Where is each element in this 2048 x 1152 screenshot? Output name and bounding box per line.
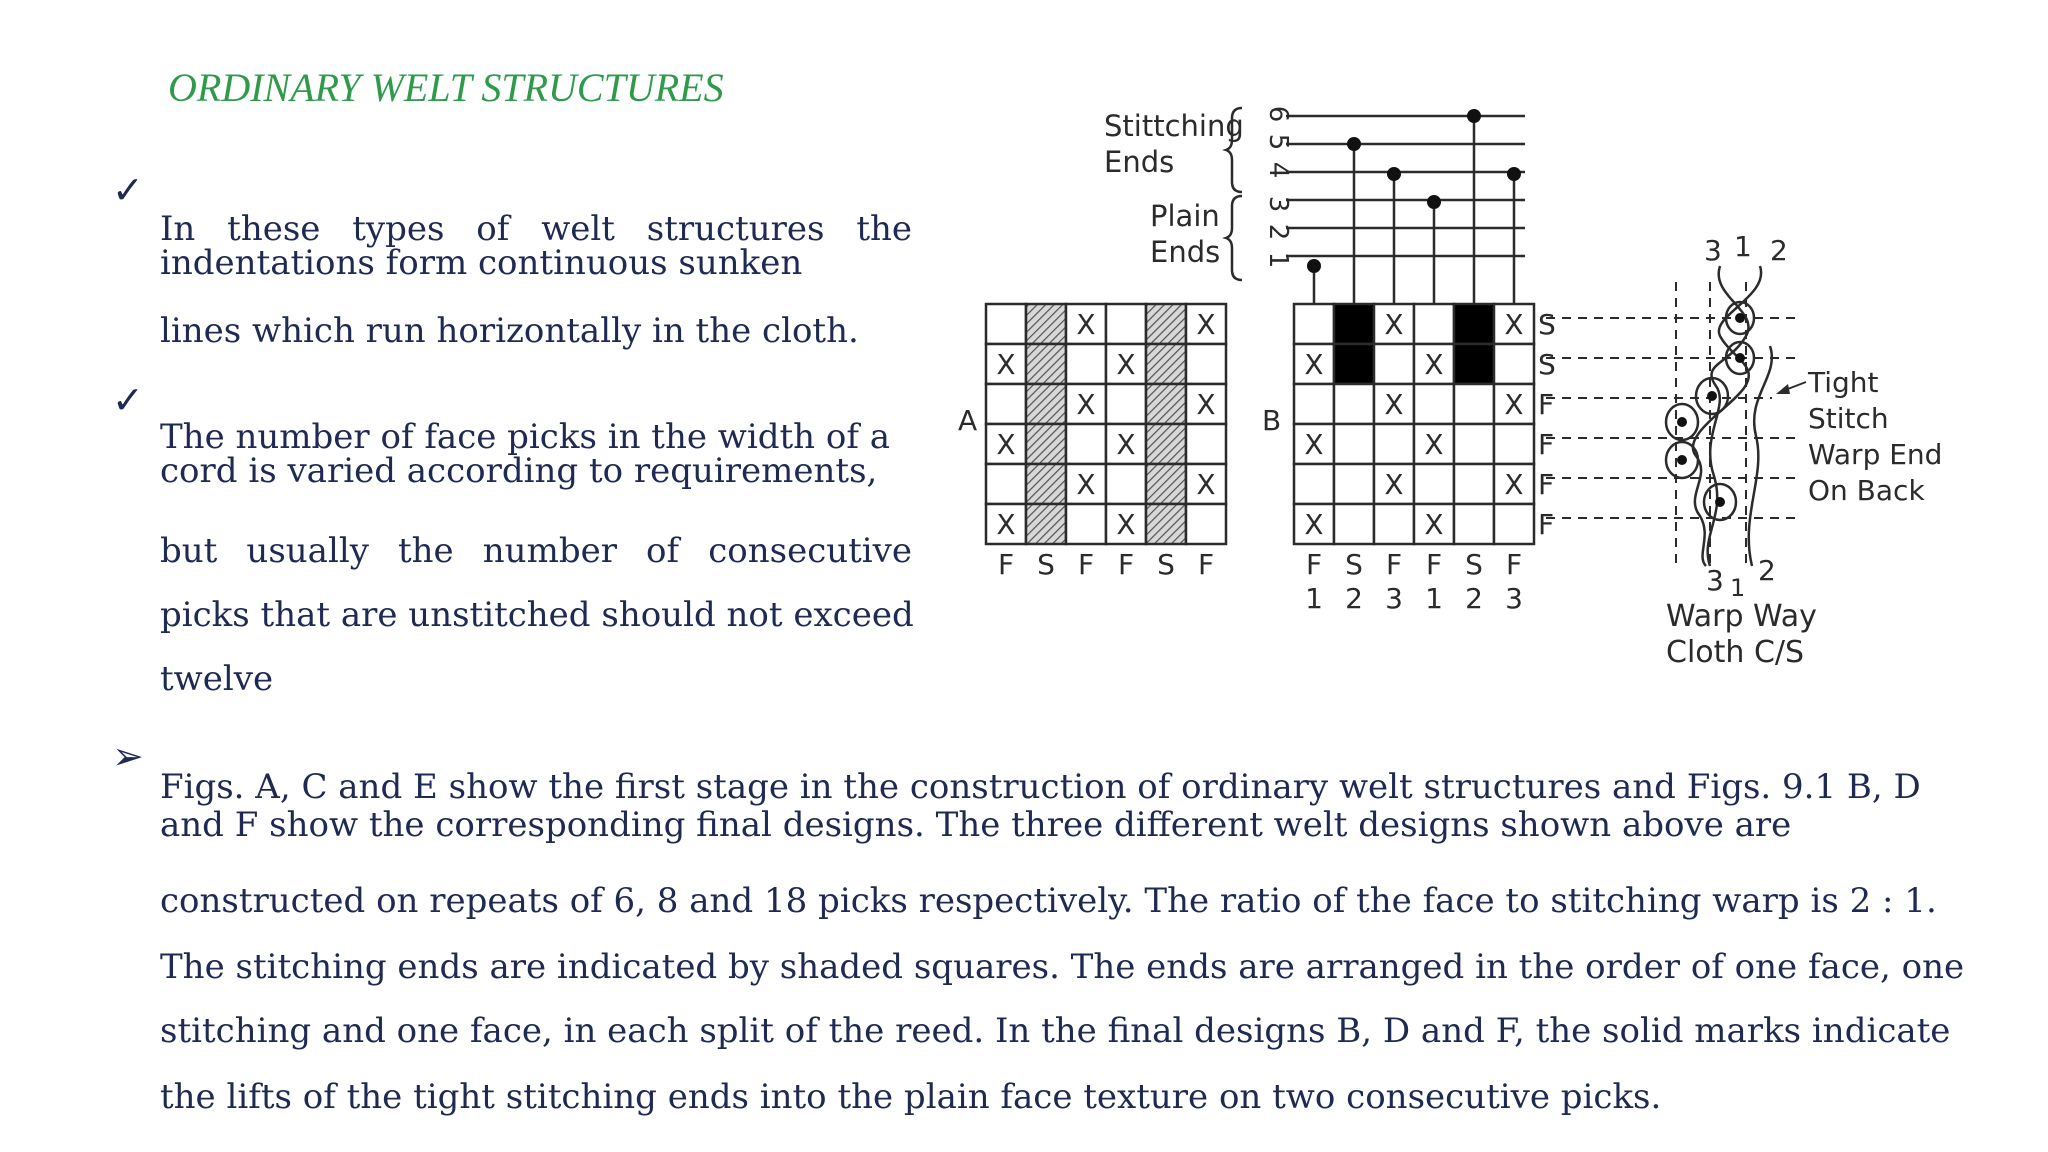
cs-top-number-2: 2 <box>1770 234 1788 267</box>
grid-b-row-label: F <box>1538 428 1555 461</box>
svg-text:5: 5 <box>1263 133 1293 151</box>
grid-b-cell <box>1454 504 1494 544</box>
page-title: ORDINARY WELT STRUCTURES <box>168 65 724 110</box>
grid-a-cell <box>986 464 1026 504</box>
shaft-number-3 <box>1263 196 1293 213</box>
grid-b-col-number: 1 <box>1305 582 1323 615</box>
cs-caption-line-2: Cloth C/S <box>1666 635 1805 670</box>
grid-b-cell <box>1334 424 1374 464</box>
grid-b-cell <box>1414 304 1454 344</box>
grid-b-x-mark: X <box>1304 348 1324 381</box>
shaft-number-2 <box>1263 224 1293 241</box>
grid-a-x-mark: X <box>1116 428 1136 461</box>
bullet-1-line-2: indentations form continuous sunken <box>160 243 803 283</box>
grid-b-cell <box>1414 464 1454 504</box>
grid-b-row-label: F <box>1538 508 1555 541</box>
cs-bottom-number-2: 2 <box>1758 554 1776 587</box>
grid-a-x-mark: X <box>996 508 1016 541</box>
grid-a-col-label: S <box>1037 548 1055 581</box>
paragraph-line-4: The stitching ends are indicated by shaded squares. The ends are arranged in the order of one face, one <box>160 947 1965 987</box>
grid-a-col-label: F <box>1117 548 1135 581</box>
paragraph-line-5: stitching and one face, in each split of the reed. In the final designs B, D and F, the solid marks indicate <box>160 1011 1951 1051</box>
grid-b-col-label: F <box>1305 548 1323 581</box>
plain-brace <box>1226 196 1242 280</box>
grid-b-x-mark: X <box>1424 348 1444 381</box>
cs-caption-line-1: Warp Way <box>1666 599 1817 634</box>
svg-text:6: 6 <box>1263 105 1293 123</box>
stitching-ends-label: Stittching <box>1104 109 1244 143</box>
cs-annotation-line-2: Stitch <box>1808 402 1889 435</box>
grid-a-cell <box>1066 344 1106 384</box>
grid-b-row-label: F <box>1538 468 1555 501</box>
grid-a-cell <box>986 304 1026 344</box>
grid-a-x-mark: X <box>1116 348 1136 381</box>
bullet-2-line-2: cord is varied according to requirements, <box>160 451 878 491</box>
plain-ends-label: Plain <box>1150 199 1220 233</box>
bullet-2-line-4: picks that are unstitched should not exceed <box>160 595 914 635</box>
grid-a-x-mark: X <box>1196 308 1216 341</box>
grid-b-cell <box>1454 464 1494 504</box>
grid-b-x-mark: X <box>1304 428 1324 461</box>
grid-b-row-label: F <box>1538 388 1555 421</box>
cs-bottom-number-3: 3 <box>1706 564 1724 597</box>
draft-dots <box>1307 109 1521 273</box>
grid-b-cell <box>1494 344 1534 384</box>
grid-b-cell <box>1334 304 1374 344</box>
grid-b-col-label: S <box>1465 548 1483 581</box>
grid-b-x-mark: X <box>1504 388 1524 421</box>
grid-b-x-mark: X <box>1504 308 1524 341</box>
grid-b-cell <box>1494 424 1534 464</box>
grid-b-cell <box>1294 464 1334 504</box>
plain-ends-label-2: Ends <box>1150 235 1221 269</box>
grid-a-x-mark: X <box>1076 388 1096 421</box>
shaft-lines <box>1286 116 1525 256</box>
grid-a-cell <box>1026 304 1066 344</box>
shaft-number-1 <box>1263 252 1293 269</box>
grid-b-col-number: 3 <box>1385 582 1403 615</box>
warp-way-cross-section <box>1546 230 1942 670</box>
cs-top-number-1: 1 <box>1734 230 1752 263</box>
arrow-bullet-icon: ➢ <box>112 734 144 778</box>
grid-b <box>1294 304 1556 615</box>
paragraph-line-2: and F show the corresponding final designs. The three different welt designs shown above are <box>160 805 1792 845</box>
cs-bottom-number-1: 1 <box>1730 574 1746 602</box>
grid-b-col-label: F <box>1385 548 1403 581</box>
shaft-number-4 <box>1263 162 1293 179</box>
grid-b-x-mark: X <box>1384 308 1404 341</box>
grid-a-cell <box>1186 344 1226 384</box>
grid-a-cell <box>1066 504 1106 544</box>
paragraph-line-3: constructed on repeats of 6, 8 and 18 picks respectively. The ratio of the face to stitching warp is 2 : 1. <box>160 881 1937 921</box>
grid-a-col-label: F <box>997 548 1015 581</box>
cs-annotation-line-4: On Back <box>1808 474 1925 507</box>
grid-a-cell <box>986 384 1026 424</box>
svg-text:2: 2 <box>1263 223 1293 241</box>
grid-b-cell <box>1334 344 1374 384</box>
grid-b-x-mark: X <box>1424 428 1444 461</box>
grid-b-row-label: S <box>1538 348 1556 381</box>
grid-b-cell <box>1294 384 1334 424</box>
grid-a-cell <box>1146 464 1186 504</box>
grid-b-cell <box>1334 464 1374 504</box>
grid-a-x-mark: X <box>1196 388 1216 421</box>
figure-label-a: A <box>958 404 978 437</box>
grid-a-cell <box>1106 304 1146 344</box>
shaft-number-6 <box>1263 106 1293 123</box>
grid-a-col-label: F <box>1077 548 1095 581</box>
grid-b-x-mark: X <box>1424 508 1444 541</box>
grid-b-cell <box>1294 304 1334 344</box>
bullet-1-line-3: lines which run horizontally in the cloth. <box>160 311 859 351</box>
grid-b-x-mark: X <box>1304 508 1324 541</box>
grid-b-cell <box>1454 384 1494 424</box>
cs-annotation-line-3: Warp End <box>1808 438 1943 471</box>
grid-b-cell <box>1494 504 1534 544</box>
grid-b-col-number: 1 <box>1425 582 1443 615</box>
svg-text:4: 4 <box>1263 161 1293 179</box>
grid-b-cell <box>1454 304 1494 344</box>
grid-a-x-mark: X <box>996 348 1016 381</box>
grid-a-x-mark: X <box>996 428 1016 461</box>
stitching-ends-label-2: Ends <box>1104 145 1175 179</box>
grid-a-cell <box>1026 464 1066 504</box>
cs-top-number-3: 3 <box>1704 234 1722 267</box>
grid-a-x-mark: X <box>1076 468 1096 501</box>
cs-annotation-arrowhead <box>1776 384 1790 394</box>
grid-a-cell <box>1106 464 1146 504</box>
grid-b-cell <box>1334 384 1374 424</box>
grid-a-cell <box>1106 384 1146 424</box>
bullet-2-line-3: but usually the number of consecutive <box>160 531 912 571</box>
grid-b-x-mark: X <box>1504 468 1524 501</box>
grid-a-cell <box>1066 424 1106 464</box>
bullet-2-line-5: twelve <box>160 659 274 699</box>
grid-b-col-number: 2 <box>1465 582 1483 615</box>
grid-a-x-mark: X <box>1196 468 1216 501</box>
grid-a-cell <box>1146 344 1186 384</box>
grid-a-cell <box>1186 504 1226 544</box>
grid-a-x-mark: X <box>1116 508 1136 541</box>
grid-b-col-label: F <box>1425 548 1443 581</box>
grid-b-cell <box>1374 424 1414 464</box>
grid-a-col-label: S <box>1157 548 1175 581</box>
svg-text:3: 3 <box>1263 195 1293 213</box>
grid-a <box>986 304 1226 581</box>
grid-a-cell <box>1026 504 1066 544</box>
grid-a-cell <box>1146 504 1186 544</box>
welt-structure-figure <box>940 96 1970 686</box>
grid-a-cell <box>1146 424 1186 464</box>
grid-a-x-mark: X <box>1076 308 1096 341</box>
grid-b-x-mark: X <box>1384 468 1404 501</box>
grid-b-cell <box>1374 344 1414 384</box>
grid-b-col-number: 3 <box>1505 582 1523 615</box>
bullet-2-line-1: The number of face picks in the width of a <box>160 417 891 457</box>
paragraph-line-1: Figs. A, C and E show the first stage in the construction of ordinary welt structures and Figs. 9.1 B, D <box>160 767 1921 807</box>
svg-text:1: 1 <box>1263 251 1293 269</box>
grid-b-cell <box>1454 344 1494 384</box>
cs-annotation-line-1: Tight <box>1808 366 1879 399</box>
grid-b-col-label: F <box>1505 548 1523 581</box>
figure-label-b: B <box>1262 404 1282 437</box>
grid-a-cell <box>1026 424 1066 464</box>
shaft-number-5 <box>1263 134 1293 151</box>
grid-b-cell <box>1414 384 1454 424</box>
grid-a-col-label: F <box>1197 548 1215 581</box>
grid-b-col-number: 2 <box>1345 582 1363 615</box>
checkmark-icon: ✓ <box>112 378 144 422</box>
cs-back-curve <box>1749 346 1772 566</box>
grid-a-cell <box>1026 344 1066 384</box>
checkmark-icon: ✓ <box>112 168 144 212</box>
grid-a-cell <box>1186 424 1226 464</box>
grid-b-col-label: S <box>1345 548 1363 581</box>
grid-b-cell <box>1334 504 1374 544</box>
grid-a-cell <box>1026 384 1066 424</box>
bullet-1-line-1: In these types of welt structures the <box>160 209 912 249</box>
grid-b-cell <box>1374 504 1414 544</box>
cs-pick-lines <box>1546 318 1802 518</box>
grid-a-cell <box>1146 304 1186 344</box>
grid-a-cell <box>1146 384 1186 424</box>
grid-b-x-mark: X <box>1384 388 1404 421</box>
paragraph-line-6: the lifts of the tight stitching ends into the plain face texture on two consecutive picks. <box>160 1077 1662 1117</box>
grid-b-cell <box>1454 424 1494 464</box>
grid-b-row-label: S <box>1538 308 1556 341</box>
